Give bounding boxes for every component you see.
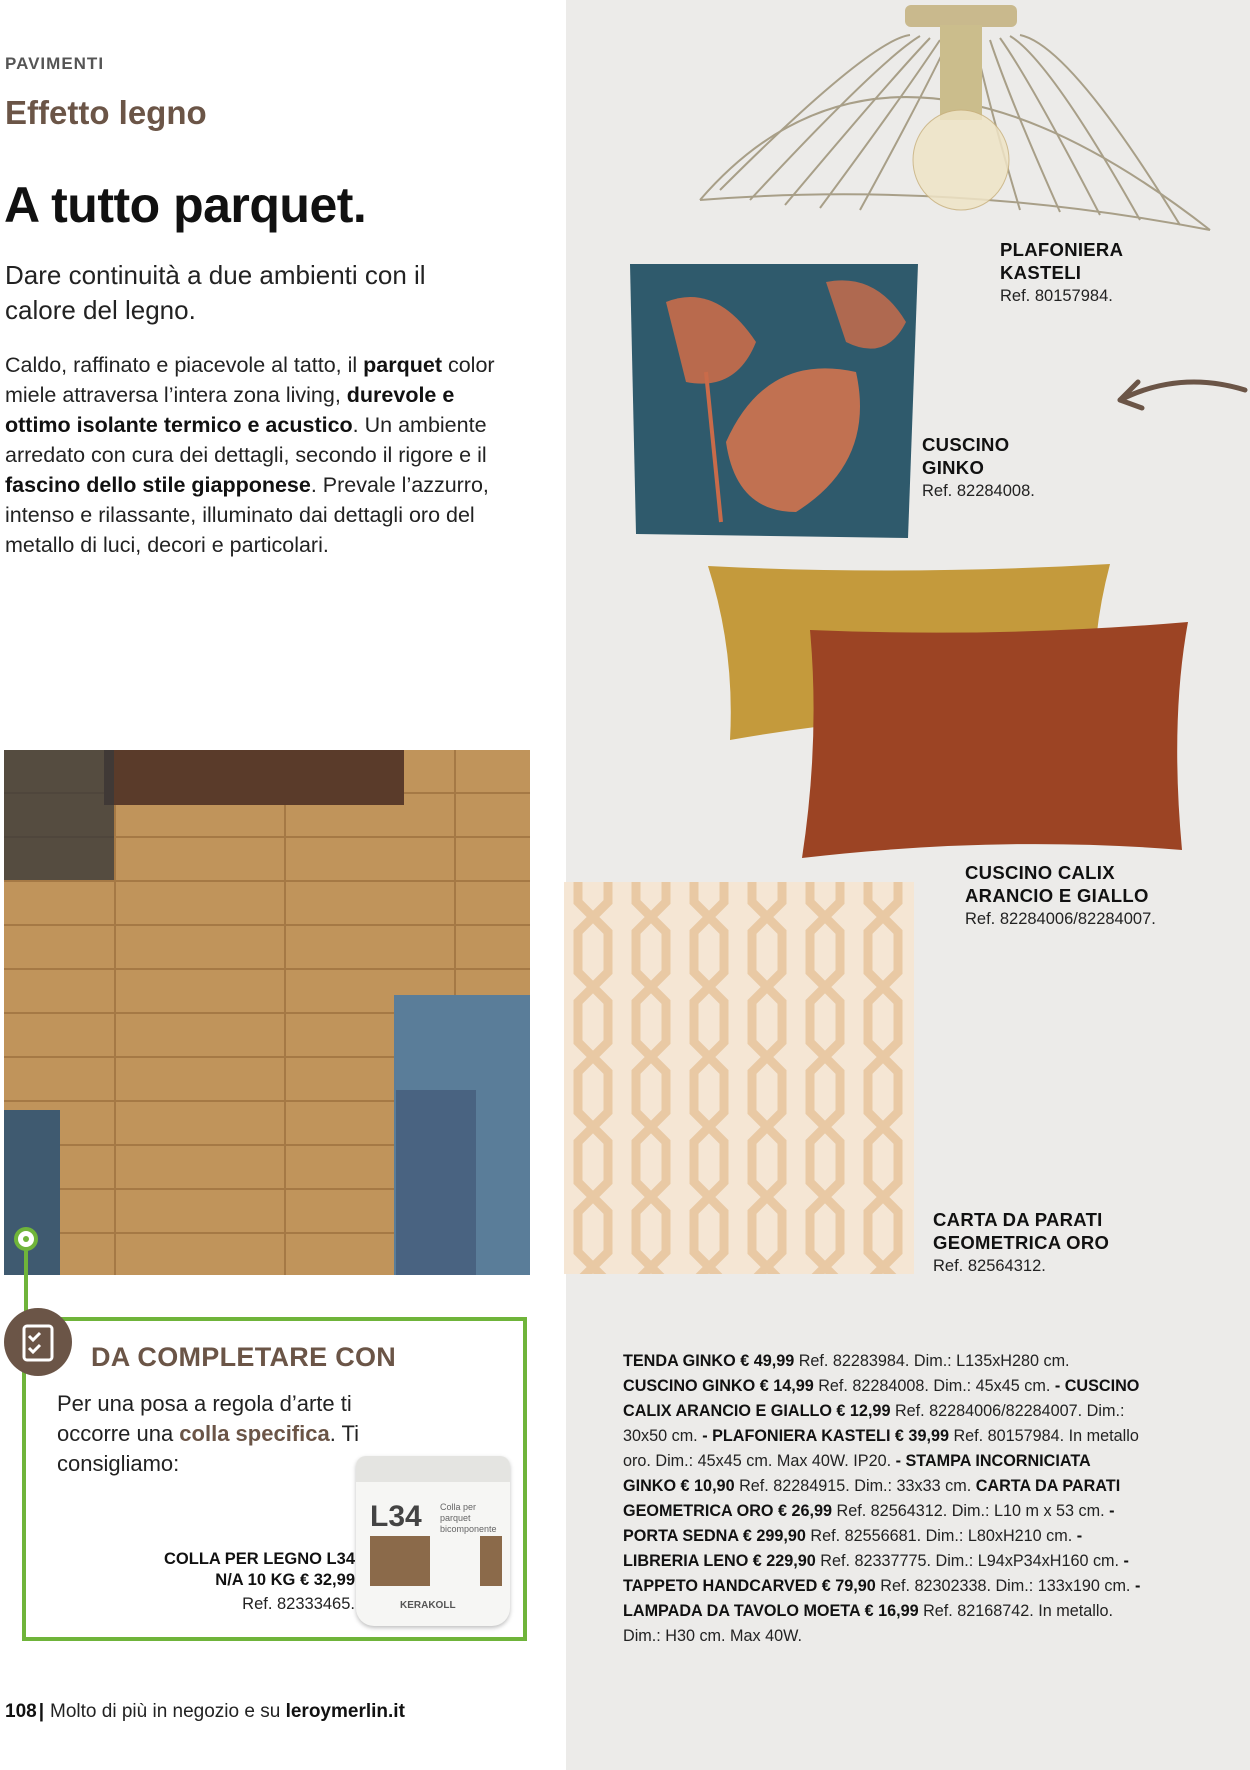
- complete-text-segment: Per una posa a regola d’arte ti occorre una: [57, 1391, 352, 1446]
- body-text-segment: . Prevale l’azzurro, intenso e rilassante, illuminato dai dettagli oro del metallo di luci, decori e particolari.: [5, 473, 489, 557]
- bucket-brand: KERAKOLL: [400, 1600, 456, 1611]
- carta-ref: Ref. 82564312.: [933, 1257, 1046, 1275]
- products-details: [623, 1349, 1143, 1649]
- cuscino-ginko-image: [626, 262, 922, 540]
- page-number: 108: [5, 1701, 37, 1722]
- body-text-segment: . Un ambiente arredato con cura dei dettagli, secondo il rigore e il: [5, 413, 487, 467]
- details-segment: - LAMPADA DA TAVOLO MOETA € 16,99: [623, 1577, 1141, 1620]
- details-segment: Ref. 82564312. Dim.: L10 m x 53 cm.: [832, 1502, 1110, 1520]
- details-segment: CUSCINO GINKO € 14,99: [623, 1377, 814, 1395]
- checklist-icon: [2, 1306, 74, 1378]
- plafoniera-label: [1000, 238, 1123, 308]
- cuscino-calix-label: [965, 861, 1156, 931]
- bucket-sub: Colla per parquet bicomponente: [440, 1502, 497, 1534]
- details-segment: Ref. 82556681. Dim.: L80xH210 cm.: [805, 1527, 1077, 1545]
- arrow-icon: [1110, 370, 1250, 420]
- lead-paragraph: Dare continuità a due ambienti con il calore del legno.: [5, 260, 426, 325]
- complete-text: [57, 1389, 387, 1479]
- category-label: PAVIMENTI: [5, 54, 105, 73]
- body-text-segment: parquet: [363, 353, 442, 377]
- colla-product: [120, 1549, 355, 1617]
- carta-da-parati-image: [564, 882, 914, 1274]
- body-paragraph: [5, 350, 495, 560]
- details-segment: Ref. 82284008. Dim.: 45x45 cm.: [813, 1377, 1055, 1395]
- cuscino-calix-image: [700, 560, 1190, 860]
- section-subtitle: Effetto legno: [5, 94, 207, 131]
- details-segment: Ref. 82283984. Dim.: L135xH280 cm.: [794, 1352, 1070, 1370]
- details-segment: - LIBRERIA LENO € 229,90: [623, 1527, 1083, 1570]
- footer-site-link[interactable]: leroymerlin.it: [285, 1701, 405, 1722]
- details-segment: - CUSCINO CALIX ARANCIO E GIALLO € 12,99: [623, 1377, 1140, 1420]
- details-segment: CARTA DA PARATI GEOMETRICA ORO € 26,99: [623, 1477, 1121, 1520]
- details-segment: Ref. 80157984. In metallo oro. Dim.: 45x45 cm. Max 40W. IP20.: [623, 1427, 1139, 1470]
- complete-text-segment: colla specifica: [179, 1421, 330, 1446]
- cuscino-ginko-name-2: GINKO: [922, 457, 985, 478]
- details-segment: - PLAFONIERA KASTELI € 39,99: [702, 1427, 949, 1445]
- colla-name: COLLA PER LEGNO L34: [164, 1550, 355, 1568]
- details-segment: - TAPPETO HANDCARVED € 79,90: [623, 1552, 1129, 1595]
- page-headline: A tutto parquet.: [4, 177, 367, 233]
- details-segment: Ref. 82302338. Dim.: 133x190 cm.: [875, 1577, 1135, 1595]
- colla-price: N/A 10 KG € 32,99: [215, 1571, 355, 1589]
- cuscino-ginko-ref: Ref. 82284008.: [922, 482, 1035, 500]
- cuscino-ginko-name: CUSCINO: [922, 434, 1010, 455]
- complete-title: DA COMPLETARE CON: [91, 1342, 397, 1372]
- details-segment: TENDA GINKO € 49,99: [623, 1352, 795, 1370]
- body-text-segment: durevole e ottimo isolante termico e acustico: [5, 383, 455, 437]
- cuscino-ginko-label: [922, 433, 1035, 503]
- complete-text-segment: . Ti consigliamo:: [57, 1421, 360, 1476]
- footer-text: Molto di più in negozio e su: [50, 1701, 286, 1722]
- carta-name-2: GEOMETRICA ORO: [933, 1232, 1110, 1253]
- cuscino-calix-name: CUSCINO CALIX: [965, 862, 1115, 883]
- plafoniera-ref: Ref. 80157984.: [1000, 287, 1113, 305]
- parquet-room-image: [4, 750, 530, 1275]
- colla-ref: Ref. 82333465.: [242, 1595, 355, 1613]
- carta-name: CARTA DA PARATI: [933, 1209, 1103, 1230]
- body-text-segment: Caldo, raffinato e piacevole al tatto, il: [5, 353, 364, 377]
- details-segment: Ref. 82168742. In metallo. Dim.: H30 cm. Max 40W.: [623, 1602, 1113, 1645]
- footer-separator: |: [38, 1701, 45, 1722]
- details-segment: Ref. 82337775. Dim.: L94xP34xH160 cm.: [815, 1552, 1124, 1570]
- carta-label: [933, 1208, 1109, 1278]
- details-segment: - STAMPA INCORNICIATA GINKO € 10,90: [623, 1452, 1091, 1495]
- details-segment: Ref. 82284006/82284007. Dim.: 30x50 cm.: [623, 1402, 1125, 1445]
- footer: [5, 1701, 405, 1723]
- body-text-segment: fascino dello stile giapponese: [5, 473, 311, 497]
- plafoniera-name-2: KASTELI: [1000, 262, 1082, 283]
- plafoniera-name: PLAFONIERA: [1000, 239, 1124, 260]
- body-text-segment: color miele attraversa l’intera zona living,: [5, 353, 495, 407]
- cuscino-calix-name-2: ARANCIO E GIALLO: [965, 885, 1149, 906]
- plafoniera-image: [690, 0, 1230, 240]
- cuscino-calix-ref: Ref. 82284006/82284007.: [965, 910, 1156, 928]
- details-segment: - PORTA SEDNA € 299,90: [623, 1502, 1115, 1545]
- colla-bucket-image: [356, 1456, 510, 1626]
- details-segment: Ref. 82284915. Dim.: 33x33 cm.: [734, 1477, 976, 1495]
- bucket-label: L34: [370, 1500, 422, 1533]
